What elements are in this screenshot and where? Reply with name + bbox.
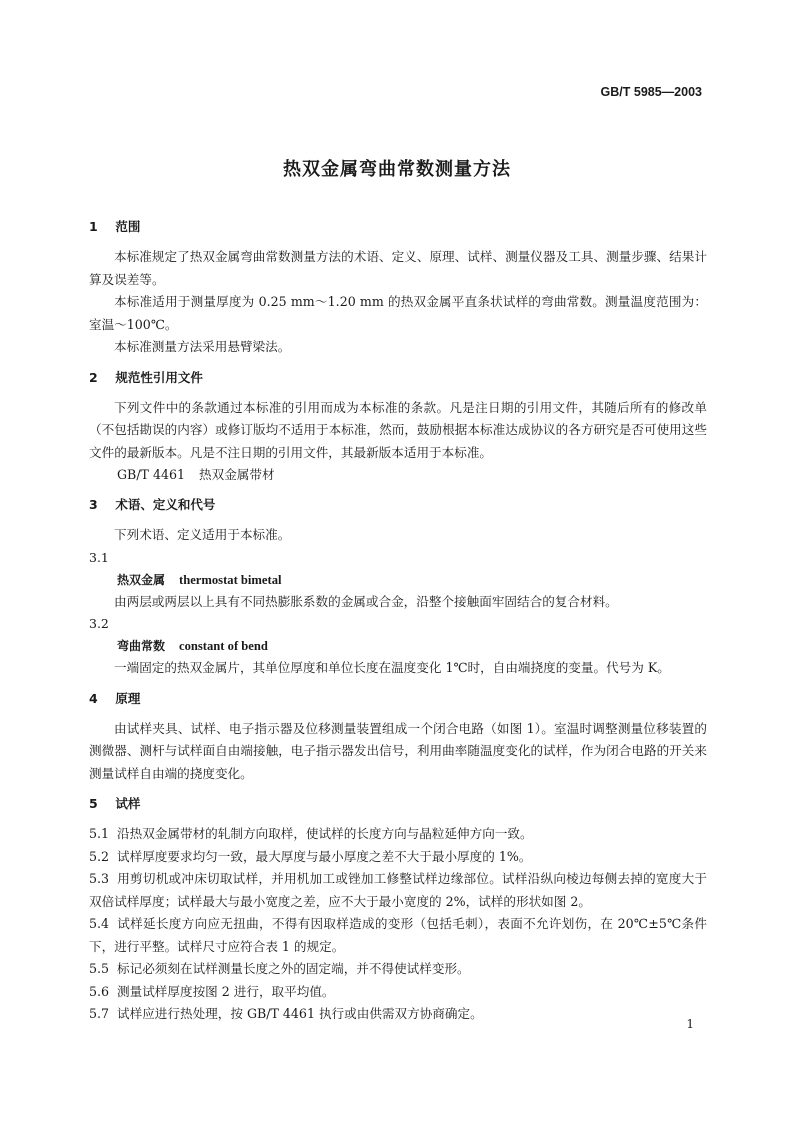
section-heading-5	[89, 793, 707, 815]
clause-number: 5.3	[89, 871, 110, 886]
clause-text: 测量试样厚度按图 2 进行，取平均值。	[117, 983, 335, 999]
term-number: 3.2	[89, 616, 109, 631]
standard-code: GB/T 5985—2003	[600, 85, 702, 99]
term-heading	[89, 635, 707, 657]
page-number: 1	[686, 1017, 694, 1031]
clause	[89, 823, 707, 846]
clause-text: 用剪切机或冲床切取试样，并用机加工或锉加工修整试样边缘部位。试样沿纵向棱边每侧去掉的宽度大于双倍试样厚度；试样最大与最小宽度之差，应不大于最小宽度的 2%，试样的形状如图 2。	[89, 871, 707, 909]
paragraph: 本标准测量方法采用悬臂梁法。	[114, 339, 291, 354]
section-number: 2	[89, 369, 98, 385]
normative-reference	[89, 464, 707, 486]
term-english: thermostat bimetal	[179, 572, 282, 587]
clause	[89, 846, 707, 869]
term-english: constant of bend	[179, 639, 268, 653]
paragraph: 下列术语、定义适用于本标准。	[114, 527, 291, 542]
clause	[89, 913, 707, 958]
clause-text: 沿热双金属带材的轧制方向取样，使试样的长度方向与晶粒延伸方向一致。	[117, 826, 533, 841]
clause-text: 标记必须刻在试样测量长度之外的固定端，并不得使试样变形。	[117, 961, 470, 976]
clause-text: 试样延长度方向应无扭曲，不得有因取样造成的变形（包括毛刺），表面不允许划伤，在 20℃±5℃条件下，进行平整。试样尺寸应符合表 1 的规定。	[89, 916, 707, 954]
section-title: 原理	[115, 690, 141, 706]
section-title: 规范性引用文件	[115, 369, 203, 385]
section-title: 试样	[115, 796, 141, 811]
term-number: 3.1	[89, 549, 109, 565]
clause-number: 5.5	[89, 961, 110, 976]
clause	[89, 868, 707, 913]
clause-number: 5.2	[89, 848, 110, 864]
section-heading-3	[89, 494, 707, 516]
paragraph: 本标准适用于测量厚度为 0.25 mm～1.20 mm 的热双金属平直条状试样的弯曲常数。测量温度范围为：室温～100℃。	[89, 294, 707, 332]
paragraph: 本标准规定了热双金属弯曲常数测量方法的术语、定义、原理、试样、测量仪器及工具、测量步骤、结果计算及误差等。	[89, 249, 707, 287]
paragraph: 由试样夹具、试样、电子指示器及位移测量装置组成一个闭合电路（如图 1）。室温时调整测量位移装置的测微器、测杆与试样面自由端接触，电子指示器发出信号，利用曲率随温度变化的试样，作为闭合电路的开关来测量试样自由端的挠度变化。	[89, 720, 707, 781]
document-body	[89, 216, 707, 1026]
term-heading	[89, 569, 707, 591]
clause-number: 5.4	[89, 916, 110, 931]
section-number: 4	[89, 690, 98, 706]
clause-number: 5.1	[89, 826, 110, 841]
section-heading-4	[89, 688, 707, 710]
term-chinese: 热双金属	[117, 572, 166, 587]
section-heading-2	[89, 367, 707, 389]
clause-number: 5.6	[89, 983, 110, 999]
clause-number: 5.7	[89, 1006, 110, 1021]
term-definition: 由两层或两层以上具有不同热膨胀系数的金属或合金，沿整个接触面牢固结合的复合材料。	[114, 593, 618, 609]
section-heading-1	[89, 216, 707, 238]
reference-name: 热双金属带材	[199, 467, 275, 482]
section-number: 1	[89, 219, 98, 234]
term-chinese: 弯曲常数	[117, 639, 166, 653]
document-title: 热双金属弯曲常数测量方法	[283, 159, 511, 180]
clause	[89, 981, 707, 1004]
reference-code: GB/T 4461	[117, 467, 186, 482]
clause	[89, 958, 707, 981]
section-number: 3	[89, 497, 98, 512]
clause-text: 试样应进行热处理，按 GB/T 4461 执行或由供需双方协商确定。	[117, 1006, 483, 1021]
paragraph: 下列文件中的条款通过本标准的引用而成为本标准的条款。凡是注日期的引用文件，其随后所有的修改单（不包括勘误的内容）或修订版均不适用于本标准，然而，鼓励根据本标准达成协议的各方研究是否可使用这些文件的最新版本。凡是不注日期的引用文件，其最新版本适用于本标准。	[89, 399, 707, 460]
term-definition: 一端固定的热双金属片，其单位厚度和单位长度在温度变化 1℃时，自由端挠度的变量。代号为 K。	[114, 660, 670, 675]
section-title: 术语、定义和代号	[115, 497, 216, 512]
section-number: 5	[89, 796, 98, 811]
section-title: 范围	[115, 219, 141, 234]
clause-text: 试样厚度要求均匀一致，最大厚度与最小厚度之差不大于最小厚度的 1%。	[117, 848, 532, 864]
clause	[89, 1003, 707, 1026]
